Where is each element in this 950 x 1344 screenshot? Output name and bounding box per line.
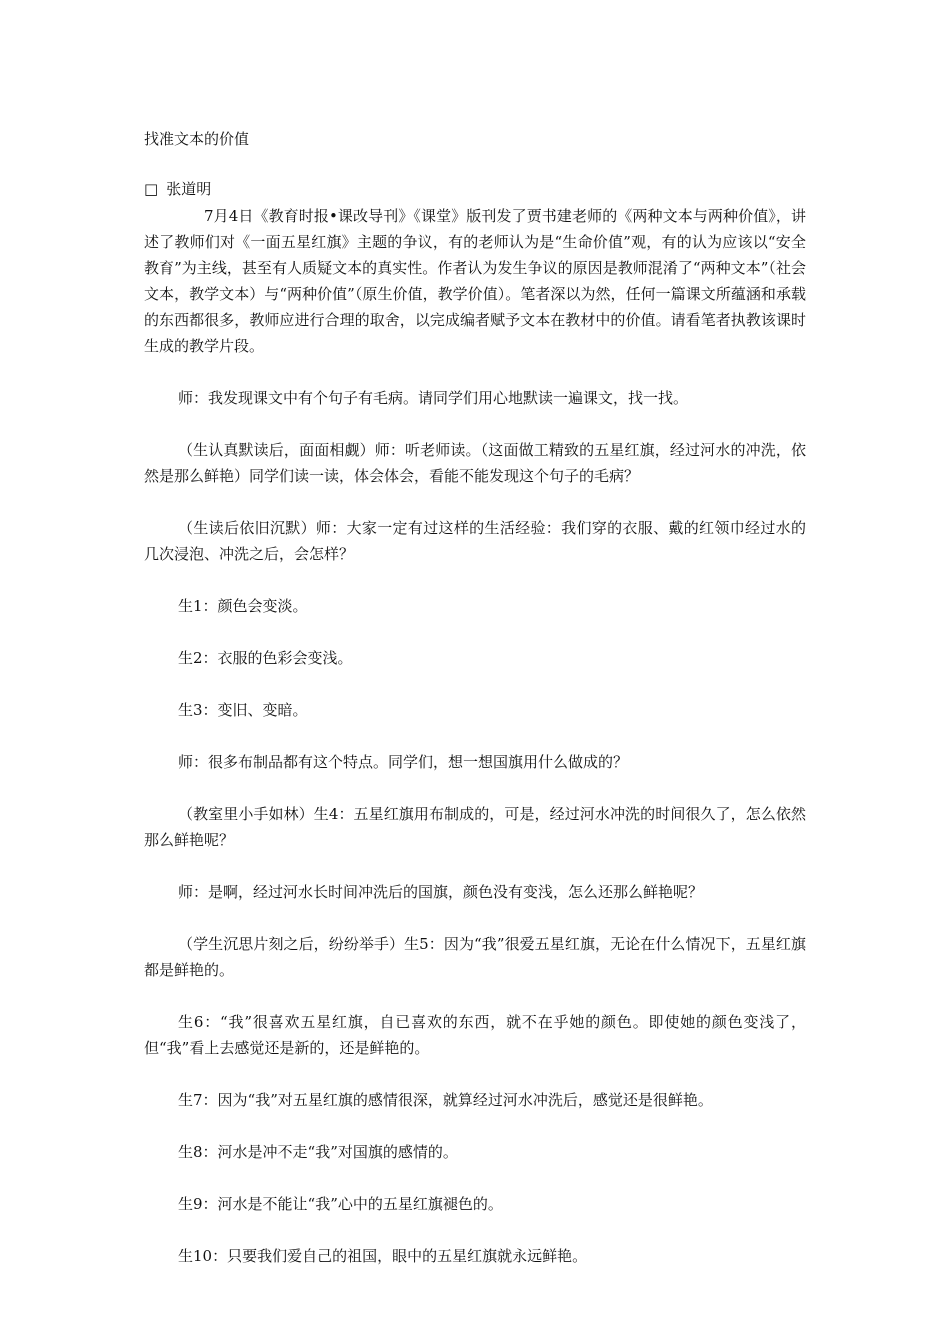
article-body — [144, 203, 806, 1269]
dialogue-paragraph: 生7：因为“我”对五星红旗的感情很深，就算经过河水冲洗后，感觉还是很鲜艳。 — [178, 1091, 713, 1109]
intro-paragraph: 7月4日《教育时报•课改导刊》《课堂》版刊发了贾书建老师的《两种文本与两种价值》，讲述了教师们对《一面五星红旗》主题的争议，有的老师认为是“生命价值”观，有的认为应该以“安全教育”为主线，甚至有人质疑文本的真实性。作者认为发生争议的原因是教师混淆了“两种文本”（社会文本，教学文本）与“两种价值”（原生价值，教学价值）。笔者深以为然，任何一篇课文所蕴涵和承载的东西都很多，教师应进行合理的取舍，以完成编者赋予文本在教材中的价值。请看笔者执教该课时生成的教学片段。 — [144, 207, 806, 355]
dialogue-paragraph: 生9：河水是不能让“我”心中的五星红旗褪色的。 — [178, 1195, 503, 1213]
article-title: 找准文本的价值 — [144, 130, 250, 148]
dialogue-paragraph: 生1：颜色会变淡。 — [178, 597, 308, 615]
dialogue-paragraph: 生10：只要我们爱自己的祖国，眼中的五星红旗就永远鲜艳。 — [178, 1247, 588, 1265]
dialogue-paragraph: （生读后依旧沉默）师：大家一定有过这样的生活经验：我们穿的衣服、戴的红领巾经过水的几次浸泡、冲洗之后，会怎样？ — [144, 519, 806, 563]
dialogue-paragraph: 生3：变旧、变暗。 — [178, 701, 308, 719]
dialogue-paragraph: 师：很多布制品都有这个特点。同学们，想一想国旗用什么做成的？ — [178, 753, 629, 771]
dialogue-paragraph: （学生沉思片刻之后，纷纷举手）生5：因为“我”很爱五星红旗，无论在什么情况下，五星红旗都是鲜艳的。 — [144, 935, 806, 979]
author-line — [144, 178, 211, 200]
dialogue-paragraph: （生认真默读后，面面相觑）师：听老师读。（这面做工精致的五星红旗，经过河水的冲洗，依然是那么鲜艳）同学们读一读，体会体会，看能不能发现这个句子的毛病？ — [144, 441, 806, 485]
dialogue-paragraph: 生8：河水是冲不走“我”对国旗的感情的。 — [178, 1143, 458, 1161]
author-name: 张道明 — [166, 180, 212, 198]
dialogue-paragraph: 师：我发现课文中有个句子有毛病。请同学们用心地默读一遍课文，找一找。 — [178, 389, 689, 407]
dialogue-paragraph: 师：是啊，经过河水长时间冲洗后的国旗，颜色没有变浅，怎么还那么鲜艳呢？ — [178, 883, 704, 901]
dialogue-paragraph: 生2：衣服的色彩会变浅。 — [178, 649, 353, 667]
dialogue-paragraph: （教室里小手如林）生4：五星红旗用布制成的，可是，经过河水冲洗的时间很久了，怎么依然那么鲜艳呢？ — [144, 805, 806, 849]
dialogue-paragraph: 生6：“我”很喜欢五星红旗，自已喜欢的东西，就不在乎她的颜色。即使她的颜色变浅了，但“我”看上去感觉还是新的，还是鲜艳的。 — [144, 1013, 806, 1057]
box-mark: □ — [144, 180, 159, 198]
